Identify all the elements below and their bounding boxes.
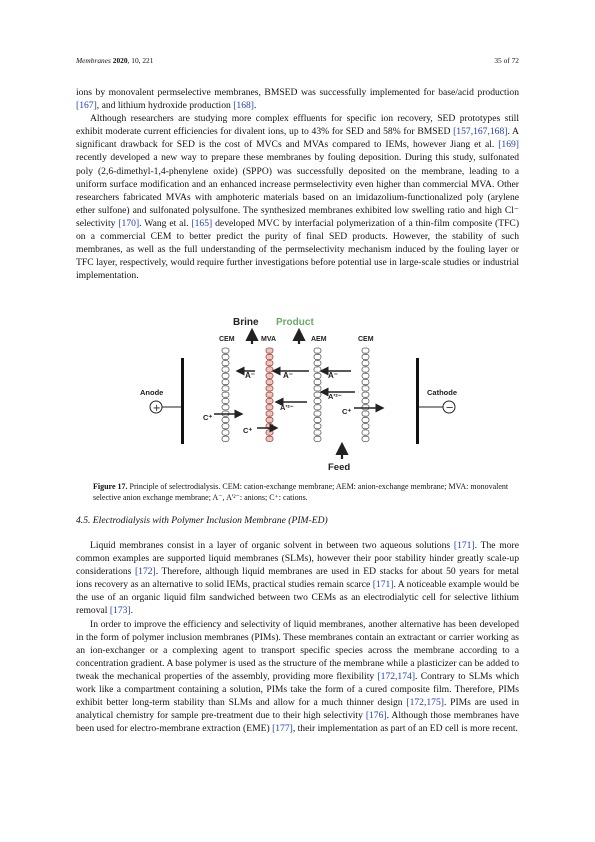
anode-electrode bbox=[181, 358, 184, 444]
membrane-bead bbox=[222, 354, 229, 359]
membrane-bead bbox=[222, 436, 229, 441]
membrane-bead bbox=[222, 398, 229, 403]
membrane-bead bbox=[314, 392, 321, 397]
feed-label: Feed bbox=[328, 462, 351, 472]
membrane-bead bbox=[314, 411, 321, 416]
paragraph bbox=[76, 112, 519, 282]
citation-link[interactable]: [167] bbox=[76, 100, 97, 112]
membrane-label-cem-right: CEM bbox=[358, 336, 374, 343]
membrane-bead bbox=[362, 373, 369, 378]
text-run: , their implementation as part of an ED cell is more recent. bbox=[292, 723, 518, 735]
membrane-bead bbox=[314, 380, 321, 385]
membrane-bead bbox=[266, 417, 273, 422]
citation-link[interactable]: [168] bbox=[233, 100, 254, 112]
cation-label-left: C⁺ bbox=[203, 413, 213, 422]
membrane-bead bbox=[266, 361, 273, 366]
cathode-label: Cathode bbox=[427, 388, 457, 397]
figure-17-diagram bbox=[121, 314, 487, 472]
membrane-bead bbox=[362, 380, 369, 385]
membrane-bead bbox=[314, 367, 321, 372]
membrane-bead bbox=[314, 430, 321, 435]
text-run: . bbox=[130, 605, 134, 617]
citation-link[interactable]: [172,175] bbox=[406, 697, 444, 709]
page-number: 35 of 72 bbox=[494, 56, 519, 65]
text-run: . The more common examples are supported liquid membranes (SLMs), however their poor stability hinder greatly scale-up considerations bbox=[76, 540, 519, 578]
membrane-cem-right bbox=[362, 348, 369, 441]
citation-link[interactable]: [169] bbox=[498, 139, 519, 151]
citation-link[interactable]: [165] bbox=[191, 217, 213, 229]
journal-name: Membranes bbox=[76, 56, 111, 65]
membrane-bead bbox=[266, 367, 273, 372]
membrane-label-cem-left: CEM bbox=[219, 336, 235, 343]
membrane-bead bbox=[362, 354, 369, 359]
membrane-bead bbox=[222, 361, 229, 366]
journal-volume: , 10, 221 bbox=[127, 56, 154, 65]
anode-label: Anode bbox=[140, 388, 164, 397]
membrane-bead bbox=[222, 392, 229, 397]
text-run: . Wang et al. bbox=[139, 217, 192, 229]
text-run: Although researchers are studying more complex effluents for specific ion recovery, SED prototypes still exhibit moderate current efficiencies for divalent ions, up to 43% for SED and 58% for BMSED bbox=[76, 113, 519, 138]
membrane-bead bbox=[362, 386, 369, 391]
membrane-aem bbox=[314, 348, 321, 441]
membrane-bead bbox=[222, 424, 229, 429]
membrane-bead bbox=[314, 373, 321, 378]
anion-label-3: A⁻ bbox=[328, 371, 338, 380]
citation-link[interactable]: [171] bbox=[453, 540, 475, 551]
text-run: recently developed a new way to prepare these membranes by fouling deposition. During this study, sulfonated poly (2,6-dimethyl-1,4-phenylene oxide) (SPPO) was successfully deposited on the membrane, leading to a uniform surface modification and an enhanced increase permselectivity even higher than commercial MVA. Other researchers fabricated MVAs with amphoteric materials based on an imidazolium-functionalized poly (arylene ether sulfone) and sulfonated polysulfone. The synthesized membranes exhibited low swelling ratio and high Cl⁻ selectivity bbox=[76, 152, 519, 229]
divalent-anion-label-1: A'²⁻ bbox=[328, 392, 342, 401]
cation-label-right: C⁺ bbox=[342, 407, 352, 416]
text-run: . Although those membranes have been used for electro-membrane extraction (EME) bbox=[76, 710, 519, 735]
membrane-bead bbox=[266, 430, 273, 435]
membrane-bead bbox=[266, 411, 273, 416]
membrane-bead bbox=[362, 424, 369, 429]
membrane-bead bbox=[314, 354, 321, 359]
page-header bbox=[76, 56, 519, 65]
journal-citation bbox=[76, 56, 153, 65]
membrane-bead bbox=[362, 398, 369, 403]
text-run: . Therefore, although liquid membranes are used in ED stacks for about 50 years for metal ions recovery as an alternative to solid IEMs, practical studies remain scarce bbox=[76, 566, 519, 591]
figure-caption bbox=[93, 481, 515, 504]
brine-label: Brine bbox=[233, 317, 259, 328]
paragraph bbox=[76, 539, 519, 618]
membrane-bead bbox=[222, 380, 229, 385]
membrane-label-aem: AEM bbox=[311, 336, 327, 343]
citation-link[interactable]: [171] bbox=[372, 579, 394, 591]
text-run: Liquid membranes consist in a layer of organic solvent in between two aqueous solutions bbox=[90, 540, 454, 551]
text-run: . bbox=[254, 100, 257, 112]
citation-link[interactable]: [176] bbox=[365, 710, 387, 722]
membrane-bead bbox=[314, 348, 321, 353]
membrane-bead bbox=[362, 361, 369, 366]
membrane-bead bbox=[266, 348, 273, 353]
cathode-electrode bbox=[416, 358, 419, 444]
membrane-cem-left bbox=[222, 348, 229, 441]
membrane-bead bbox=[362, 417, 369, 422]
membrane-bead bbox=[222, 430, 229, 435]
membrane-bead bbox=[362, 348, 369, 353]
membrane-label-mva: MVA bbox=[261, 336, 277, 343]
text-run: . Contrary to SLMs which work like a compartment containing a solution, PIMs take the form of a cured composite film. Therefore, PIMs exhibit better long-term stability than SLMs and allow for a much thinner design bbox=[76, 670, 519, 709]
membrane-bead bbox=[314, 436, 321, 441]
membrane-bead bbox=[222, 405, 229, 410]
text-run: ions by monovalent permselective membranes, BMSED was successfully implemented for base/acid production bbox=[76, 87, 519, 98]
citation-link[interactable]: [177] bbox=[272, 723, 293, 735]
divalent-anion-label-2: A'²⁻ bbox=[280, 403, 294, 412]
body-text-block-1 bbox=[76, 86, 519, 282]
membrane-bead bbox=[222, 417, 229, 422]
cation-label-middle: C⁺ bbox=[243, 426, 253, 435]
membrane-bead bbox=[362, 436, 369, 441]
membrane-bead bbox=[222, 367, 229, 372]
text-run: . A significant drawback for SED is the cost of MVCs and MVAs compared to IEMs, however Jiang et al. bbox=[76, 126, 519, 151]
membrane-bead bbox=[266, 373, 273, 378]
membrane-bead bbox=[266, 405, 273, 410]
membrane-bead bbox=[314, 405, 321, 410]
membrane-bead bbox=[266, 354, 273, 359]
text-run: . A noticeable example would be the use of an organic liquid film sandwiched between two CEMs as an electrodialytic cell for selective lithium removal bbox=[76, 579, 520, 617]
text-run: . PIMs are used in analytical chemistry for sample pre-treatment due to their high selectivity bbox=[76, 697, 519, 722]
membrane-bead bbox=[314, 398, 321, 403]
caption-text: Principle of selectrodialysis. CEM: cation-exchange membrane; AEM: anion-exchange membrane; MVA: monovalent selective anion exchange membrane; A⁻, A'²⁻: anions; C⁺: cations. bbox=[93, 482, 509, 503]
text-run: developed MVC by interfacial polymerization of a thin-film composite (TFC) on a commercial CEM to better predict the purity of final SED products. However, the stability of such membranes, as well as the full understanding of the permselectivity mechanism induced by the fouling layer or TFC layer, respectively, would require further investigations before potential use in large-scale studies or industrial implementation. bbox=[76, 217, 520, 282]
membrane-bead bbox=[314, 361, 321, 366]
membrane-bead bbox=[222, 373, 229, 378]
membrane-bead bbox=[362, 430, 369, 435]
anion-label-1: A⁻ bbox=[245, 371, 255, 380]
membrane-bead bbox=[266, 380, 273, 385]
text-run: , and lithium hydroxide production bbox=[96, 100, 234, 112]
anode-plus-sign: + bbox=[152, 403, 161, 414]
paragraph bbox=[76, 618, 519, 736]
membrane-bead bbox=[362, 392, 369, 397]
section-title: 4.5. Electrodialysis with Polymer Inclusion Membrane (PIM-ED) bbox=[76, 515, 328, 526]
citation-link[interactable]: [157,167,168] bbox=[453, 126, 508, 138]
anion-label-2: A⁻ bbox=[283, 371, 293, 380]
paragraph bbox=[76, 86, 519, 112]
citation-link[interactable]: [172,174] bbox=[377, 670, 416, 682]
citation-link[interactable]: [173] bbox=[109, 605, 131, 617]
membrane-bead bbox=[362, 411, 369, 416]
caption-label: Figure 17. bbox=[93, 482, 128, 491]
membrane-bead bbox=[266, 386, 273, 391]
membrane-bead bbox=[222, 386, 229, 391]
membrane-bead bbox=[266, 436, 273, 441]
citation-link[interactable]: [172] bbox=[134, 566, 156, 578]
membrane-bead bbox=[314, 386, 321, 391]
product-label: Product bbox=[276, 317, 314, 328]
journal-year: 2020 bbox=[112, 56, 128, 65]
membrane-bead bbox=[222, 348, 229, 353]
membrane-bead bbox=[314, 424, 321, 429]
membrane-bead bbox=[362, 367, 369, 372]
cathode-minus-sign: − bbox=[445, 402, 454, 414]
body-text-block-2 bbox=[76, 539, 519, 735]
membrane-bead bbox=[266, 398, 273, 403]
membrane-bead bbox=[314, 417, 321, 422]
text-run: In order to improve the efficiency and selectivity of liquid membranes, another alternative has been developed in the form of polymer inclusion membranes (PIMs). These membranes contain an extractant or carrier working as an ion-exchanger or a complexing agent to transport specific species across the membrane according to a concentration gradient. A base polymer is used as the structure of the membrane while a plasticizer can be added to tweak the mechanical properties of the assembly, providing more flexibility bbox=[76, 618, 519, 682]
citation-link[interactable]: [170] bbox=[118, 217, 140, 229]
membrane-bead bbox=[266, 392, 273, 397]
